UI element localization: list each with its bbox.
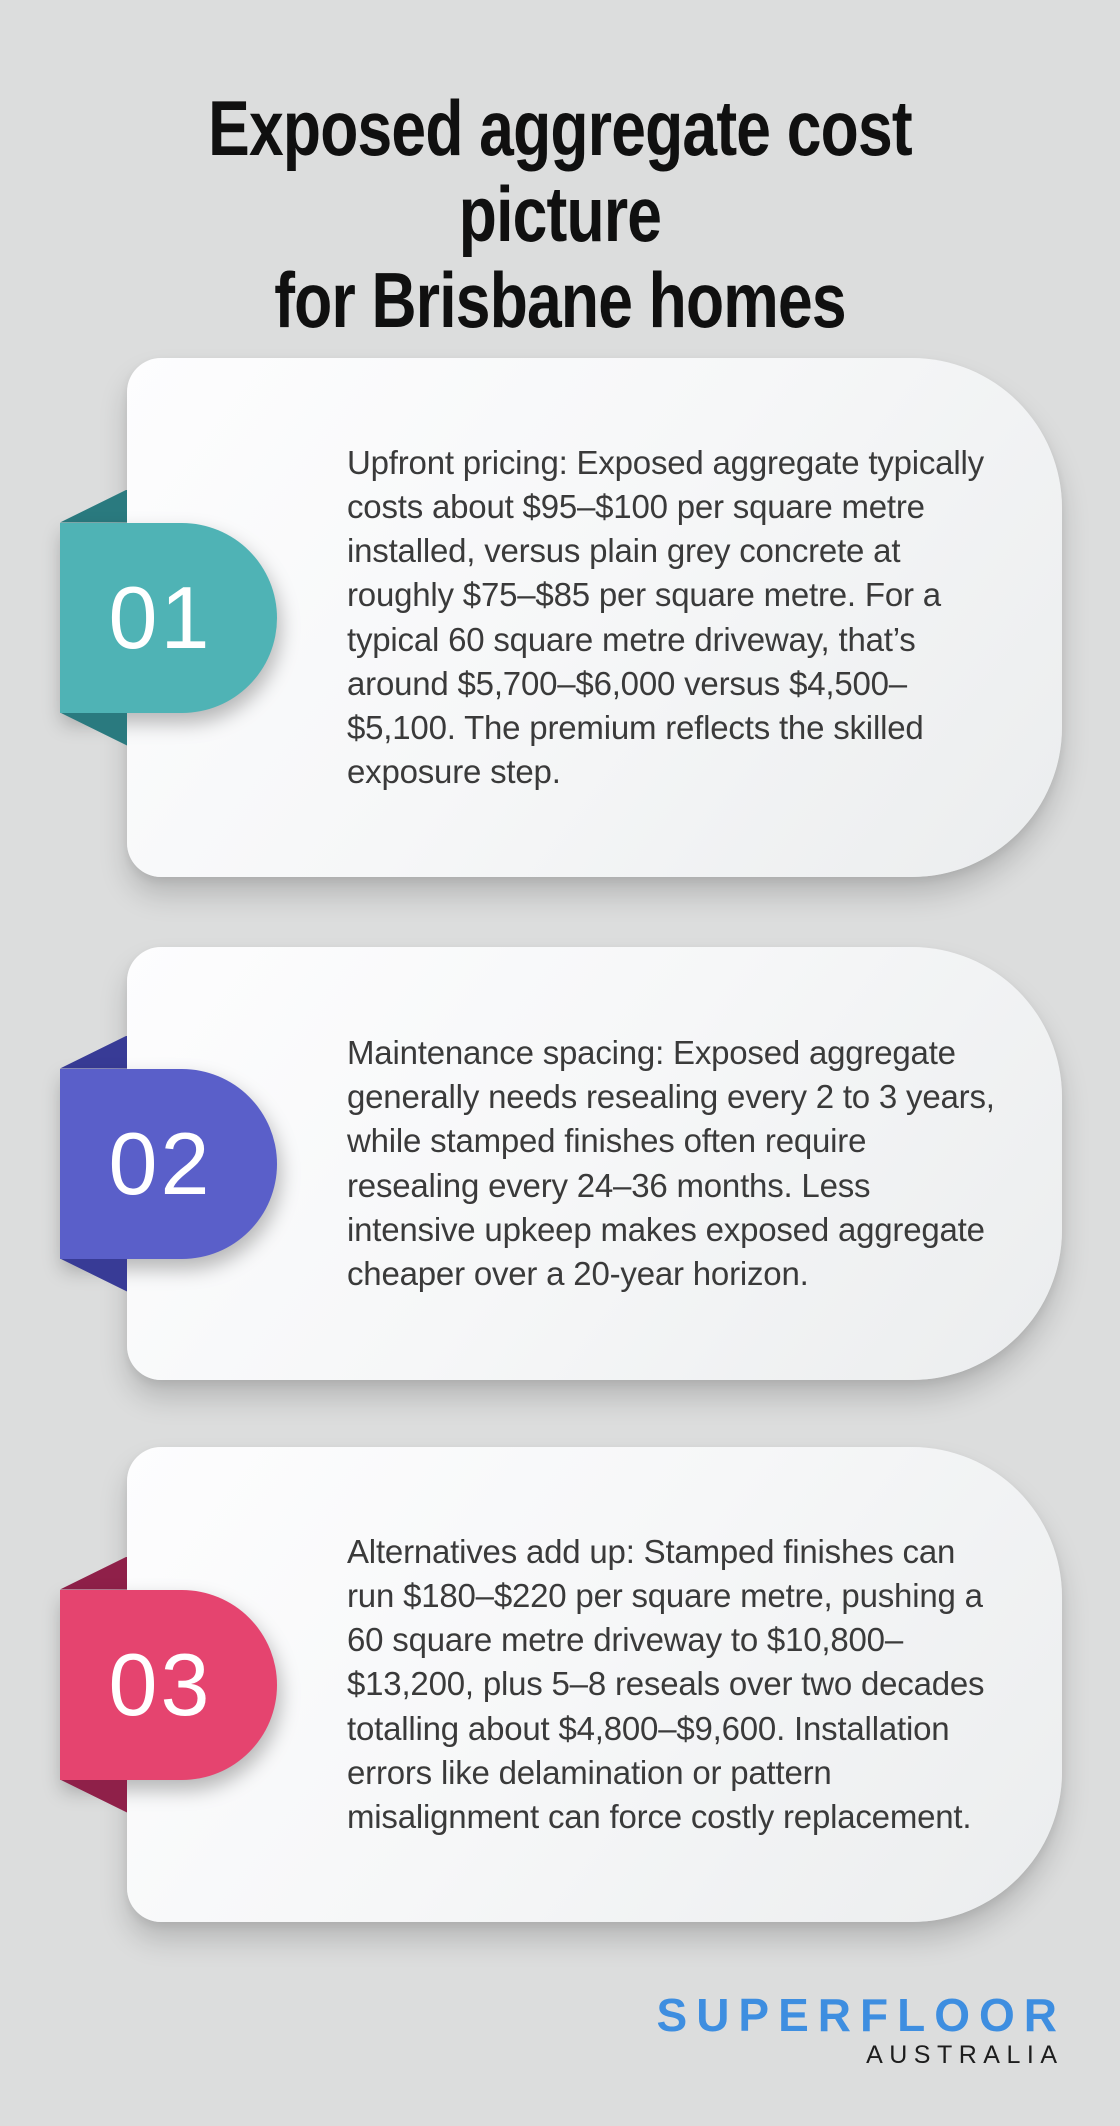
- step-card-1: [108, 358, 1062, 877]
- ribbon-fold-top-icon: [60, 1036, 127, 1069]
- ribbon-fold-top-icon: [60, 490, 127, 523]
- page-title: [112, 86, 1008, 343]
- ribbon-fold-bottom-icon: [60, 1259, 127, 1292]
- brand-logo: [656, 1989, 1066, 2069]
- step-text: Upfront pricing: Exposed aggregate typically costs about $95–$100 per square metre installed, versus plain grey concrete at roughly $75–$85 per square metre. For a typical 60 square metre driveway, that’s around $5,700–$6,000 versus $4,500–$5,100. The premium reflects the skilled exposure step.: [347, 444, 984, 790]
- step-text: Maintenance spacing: Exposed aggregate generally needs resealing every 2 to 3 years, while stamped finishes often require resealing every 24–36 months. Less intensive upkeep makes exposed aggregate cheaper over a 20-year horizon.: [347, 1034, 995, 1292]
- step-badge-1: [60, 490, 277, 746]
- step-card-3: [108, 1447, 1062, 1922]
- step-card-2: [108, 947, 1062, 1380]
- ribbon-fold-bottom-icon: [60, 1780, 127, 1813]
- brand-name: SUPERFLOOR: [656, 1989, 1066, 2041]
- step-number: 03: [108, 1634, 213, 1734]
- ribbon-fold-bottom-icon: [60, 713, 127, 746]
- ribbon-shape-icon: [60, 1590, 277, 1780]
- ribbon-shape-icon: [60, 523, 277, 713]
- page-title-line2: for Brisbane homes: [274, 255, 846, 344]
- brand-country: AUSTRALIA: [866, 2041, 1064, 2069]
- step-number: 01: [108, 567, 213, 667]
- page-title-line1: Exposed aggregate cost picture: [208, 84, 912, 258]
- step-text: Alternatives add up: Stamped finishes can run $180–$220 per square metre, pushing a 60 square metre driveway to $10,800–$13,200, plus 5–8 reseals over two decades totalling about $4,800–$9,600. Installation errors like delamination or pattern misalignment can force costly replacement.: [347, 1533, 985, 1835]
- ribbon-fold-top-icon: [60, 1557, 127, 1590]
- step-number: 02: [108, 1113, 213, 1213]
- step-badge-3: [60, 1557, 277, 1813]
- step-badge-2: [60, 1036, 277, 1292]
- ribbon-shape-icon: [60, 1069, 277, 1259]
